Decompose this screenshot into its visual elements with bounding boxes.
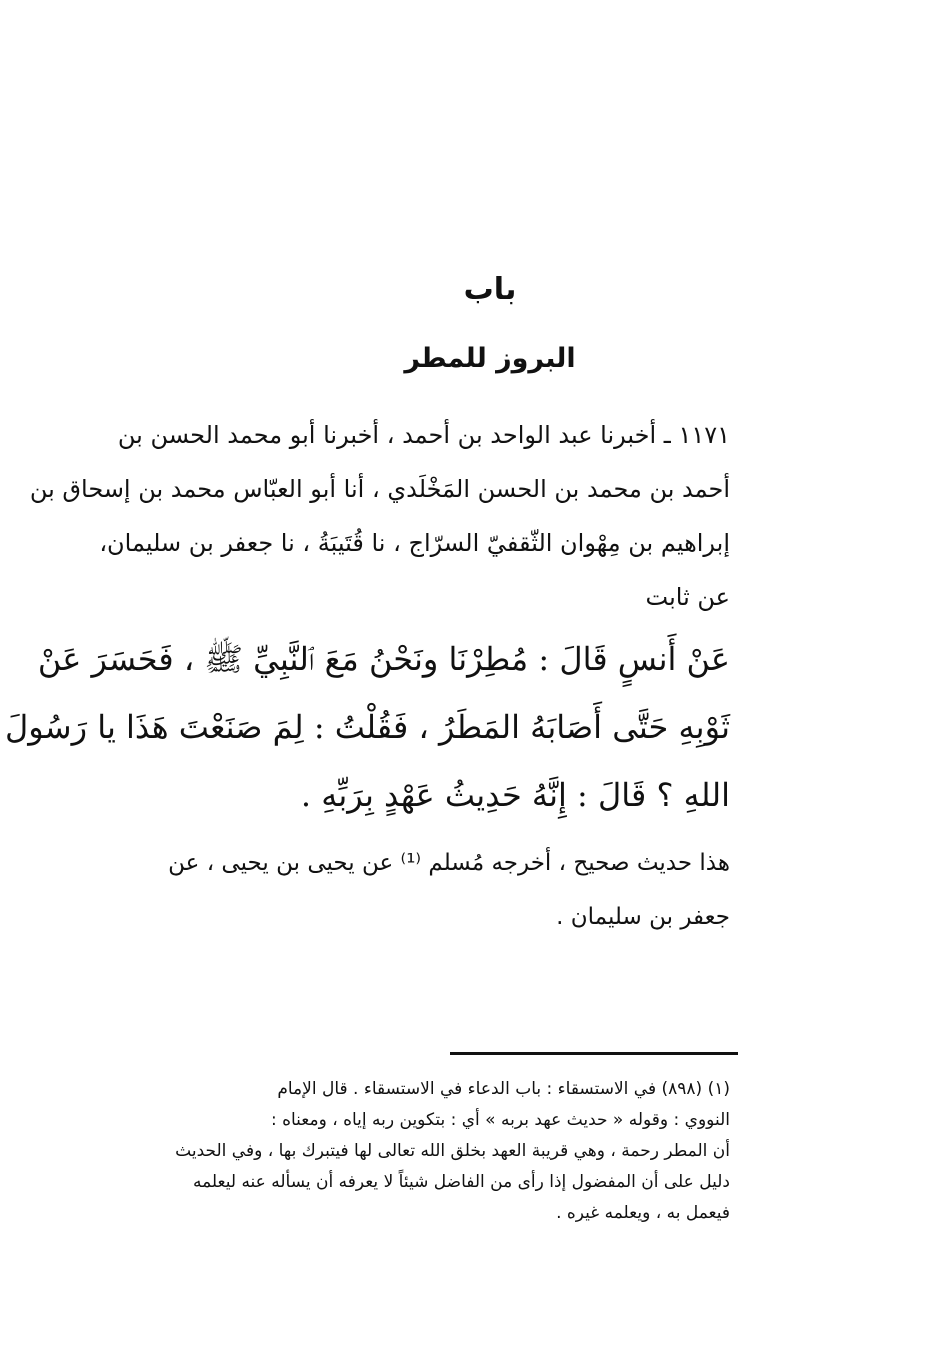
chapter-subtitle: البروز للمطر — [404, 343, 576, 374]
footnote-line: (١) (٨٩٨) في الاستسقاء : باب الدعاء في الاستسقاء . قال الإمام — [277, 1079, 730, 1099]
isnad-line: عن ثابت — [645, 583, 730, 611]
hadith-isnad — [29, 408, 730, 624]
chapter-title: باب — [463, 272, 517, 307]
isnad-line: أحمد بن محمد بن الحسن المَخْلَدي ، أنا أبو العبّاس محمد بن إسحاق بن — [29, 475, 730, 503]
footnote-separator — [450, 1052, 738, 1055]
footnote-line: دليل على أن المفضول إذا رأى من الفاضل شيئاً لا يعرفه أن يسأله عنه ليعلمه — [192, 1172, 730, 1192]
hadith-commentary — [80, 836, 730, 944]
commentary-line: هذا حديث صحيح ، أخرجه مُسلم ⁽¹⁾ عن يحيى بن يحيى ، عن — [168, 850, 730, 876]
isnad-line: إبراهيم بن مِهْوان الثّقفيّ السرّاج ، نا قُتَيبَةُ ، نا جعفر بن سليمان، — [99, 529, 730, 557]
matn-line: ثَوْبِهِ حَتَّى أَصَابَهُ المَطَرُ ، فَقُلْتُ : لِمَ صَنَعْتَ هَذَا يا رَسُولَ — [4, 708, 730, 746]
footnote-line: أن المطر رحمة ، وهي قريبة العهد بخلق الله تعالى لها فيتبرك بها ، وفي الحديث — [175, 1141, 730, 1161]
matn-line: عَنْ أَنسٍ قَالَ : مُطِرْنَا ونَحْنُ مَعَ ٱلنَّبِيِّ ﷺ ، فَحَسَرَ عَنْ — [37, 640, 730, 678]
isnad-line: ١١٧١ ـ أخبرنا عبد الواحد بن أحمد ، أخبرنا أبو محمد الحسن بن — [117, 421, 730, 449]
footnotes — [80, 1074, 730, 1229]
hadith-matn — [4, 625, 730, 829]
footnote-line: فيعمل به ، ويعلمه غيره . — [556, 1203, 730, 1223]
matn-line: اللهِ ؟ قَالَ : إِنَّهُ حَدِيثُ عَهْدٍ بِرَبِّهِ . — [300, 776, 730, 814]
footnote-line: النووي : وقوله « حديث عهد بربه » أي : بتكوين ربه إياه ، ومعناه : — [270, 1110, 730, 1130]
commentary-line: جعفر بن سليمان . — [556, 904, 730, 930]
